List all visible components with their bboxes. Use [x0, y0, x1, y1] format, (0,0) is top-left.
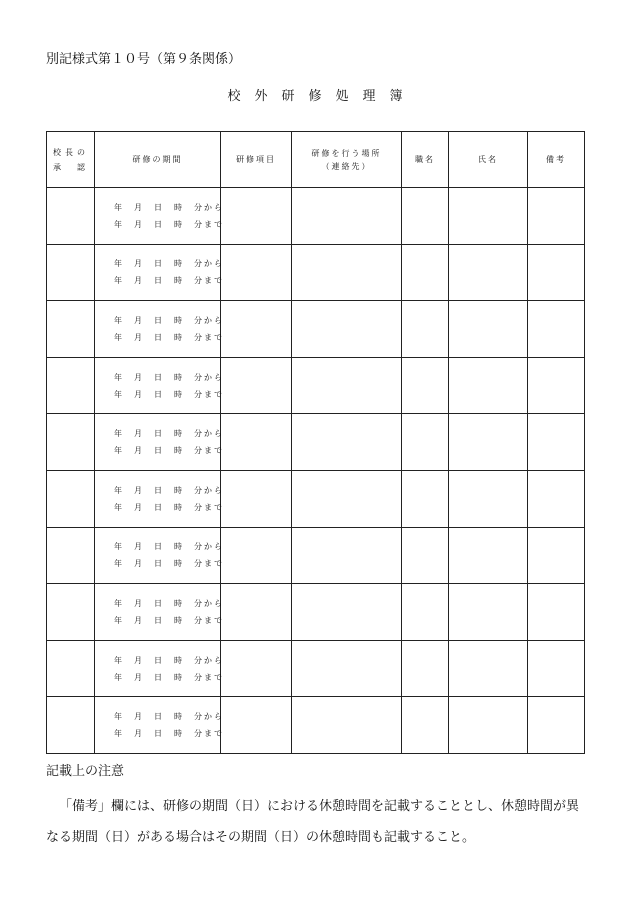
- period-cell: [95, 244, 224, 301]
- table-body: [47, 188, 585, 754]
- remarks-cell[interactable]: [528, 697, 585, 754]
- period-to-text: 年 月 日 時 分まで: [114, 615, 224, 625]
- item-cell[interactable]: [221, 244, 292, 301]
- place-cell[interactable]: [292, 697, 402, 754]
- remarks-cell[interactable]: [528, 584, 585, 641]
- name-cell[interactable]: [449, 357, 528, 414]
- place-cell[interactable]: [292, 527, 402, 584]
- period-to-text: 年 月 日 時 分まで: [114, 219, 224, 229]
- approval-cell[interactable]: [47, 414, 95, 471]
- item-cell[interactable]: [221, 527, 292, 584]
- header-job-position: 職名: [402, 132, 449, 188]
- approval-cell[interactable]: [47, 527, 95, 584]
- place-cell[interactable]: [292, 584, 402, 641]
- approval-cell[interactable]: [47, 357, 95, 414]
- period-from-text: 年 月 日 時 分から: [114, 542, 224, 552]
- period-from-text: 年 月 日 時 分から: [114, 315, 224, 325]
- name-cell[interactable]: [449, 301, 528, 358]
- header-training-period: 研修の期間: [95, 132, 221, 188]
- remarks-cell[interactable]: [528, 244, 585, 301]
- period-from-text: 年 月 日 時 分から: [114, 429, 224, 439]
- table-row: [47, 414, 585, 471]
- name-cell[interactable]: [449, 470, 528, 527]
- position-cell[interactable]: [402, 470, 449, 527]
- period-cell: [95, 357, 224, 414]
- period-from-text: 年 月 日 時 分から: [114, 598, 224, 608]
- table-row: [47, 640, 585, 697]
- name-cell[interactable]: [449, 584, 528, 641]
- period-from-text: 年 月 日 時 分から: [114, 372, 224, 382]
- name-cell[interactable]: [449, 527, 528, 584]
- table-row: [47, 470, 585, 527]
- period-cell: [95, 697, 224, 754]
- header-approval-line-2: 承 認: [53, 162, 89, 172]
- item-cell[interactable]: [221, 640, 292, 697]
- table-row: [47, 357, 585, 414]
- remarks-cell[interactable]: [528, 527, 585, 584]
- position-cell[interactable]: [402, 188, 449, 245]
- remarks-cell[interactable]: [528, 640, 585, 697]
- position-cell[interactable]: [402, 527, 449, 584]
- period-cell: [95, 414, 224, 471]
- header-remarks: 備考: [528, 132, 585, 188]
- name-cell[interactable]: [449, 640, 528, 697]
- document-title: 校外研修処理簿: [227, 89, 417, 104]
- remarks-cell[interactable]: [528, 301, 585, 358]
- period-from-text: 年 月 日 時 分から: [114, 485, 224, 495]
- period-from-text: 年 月 日 時 分から: [114, 712, 224, 722]
- item-cell[interactable]: [221, 188, 292, 245]
- place-cell[interactable]: [292, 357, 402, 414]
- table-row: [47, 244, 585, 301]
- period-cell: [95, 584, 224, 641]
- header-place-line-1: 研修を行う場所: [311, 148, 382, 158]
- period-from-text: 年 月 日 時 分から: [114, 655, 224, 665]
- place-cell[interactable]: [292, 414, 402, 471]
- period-cell: [95, 527, 224, 584]
- period-to-text: 年 月 日 時 分まで: [114, 446, 224, 456]
- remarks-cell[interactable]: [528, 470, 585, 527]
- period-to-text: 年 月 日 時 分まで: [114, 276, 224, 286]
- table-row: [47, 188, 585, 245]
- period-cell: [95, 188, 224, 245]
- position-cell[interactable]: [402, 244, 449, 301]
- table-row: [47, 301, 585, 358]
- item-cell[interactable]: [221, 301, 292, 358]
- position-cell[interactable]: [402, 301, 449, 358]
- header-person-name: 氏名: [449, 132, 528, 188]
- item-cell[interactable]: [221, 414, 292, 471]
- place-cell[interactable]: [292, 301, 402, 358]
- period-to-text: 年 月 日 時 分まで: [114, 729, 224, 739]
- table-row: [47, 584, 585, 641]
- name-cell[interactable]: [449, 697, 528, 754]
- remarks-cell[interactable]: [528, 357, 585, 414]
- approval-cell[interactable]: [47, 697, 95, 754]
- name-cell[interactable]: [449, 414, 528, 471]
- table-header-row: [47, 132, 585, 188]
- position-cell[interactable]: [402, 640, 449, 697]
- notes-title: 記載上の注意: [46, 764, 125, 779]
- period-to-text: 年 月 日 時 分まで: [114, 559, 224, 569]
- remarks-cell[interactable]: [528, 414, 585, 471]
- position-cell[interactable]: [402, 584, 449, 641]
- name-cell[interactable]: [449, 244, 528, 301]
- position-cell[interactable]: [402, 697, 449, 754]
- approval-cell[interactable]: [47, 301, 95, 358]
- remarks-cell[interactable]: [528, 188, 585, 245]
- place-cell[interactable]: [292, 640, 402, 697]
- approval-cell[interactable]: [47, 244, 95, 301]
- table-row: [47, 697, 585, 754]
- table-row: [47, 527, 585, 584]
- period-from-text: 年 月 日 時 分から: [114, 259, 224, 269]
- header-approval-line-1: 校長の: [53, 147, 89, 157]
- period-cell: [95, 640, 224, 697]
- position-cell[interactable]: [402, 414, 449, 471]
- header-place-line-2: （連絡先）: [321, 161, 372, 171]
- header-principal-approval: [47, 132, 95, 188]
- form-number: 別記様式第１０号（第９条関係）: [46, 52, 242, 67]
- period-to-text: 年 月 日 時 分まで: [114, 389, 224, 399]
- notes-body: 「備考」欄には、研修の期間（日）における休憩時間を記載することとし、休憩時間が異なる期間（日）がある場合はその期間（日）の休憩時間も記載すること。: [46, 799, 580, 845]
- item-cell[interactable]: [221, 470, 292, 527]
- approval-cell[interactable]: [47, 470, 95, 527]
- header-training-place: [292, 132, 402, 188]
- item-cell[interactable]: [221, 584, 292, 641]
- training-register-table: [46, 131, 585, 754]
- approval-cell[interactable]: [47, 188, 95, 245]
- period-from-text: 年 月 日 時 分から: [114, 202, 224, 212]
- period-to-text: 年 月 日 時 分まで: [114, 672, 224, 682]
- period-to-text: 年 月 日 時 分まで: [114, 502, 224, 512]
- period-cell: [95, 301, 224, 358]
- position-cell[interactable]: [402, 357, 449, 414]
- period-to-text: 年 月 日 時 分まで: [114, 332, 224, 342]
- approval-cell[interactable]: [47, 584, 95, 641]
- approval-cell[interactable]: [47, 640, 95, 697]
- place-cell[interactable]: [292, 188, 402, 245]
- header-training-item: 研修項目: [221, 132, 292, 188]
- item-cell[interactable]: [221, 697, 292, 754]
- name-cell[interactable]: [449, 188, 528, 245]
- place-cell[interactable]: [292, 470, 402, 527]
- period-cell: [95, 470, 224, 527]
- item-cell[interactable]: [221, 357, 292, 414]
- place-cell[interactable]: [292, 244, 402, 301]
